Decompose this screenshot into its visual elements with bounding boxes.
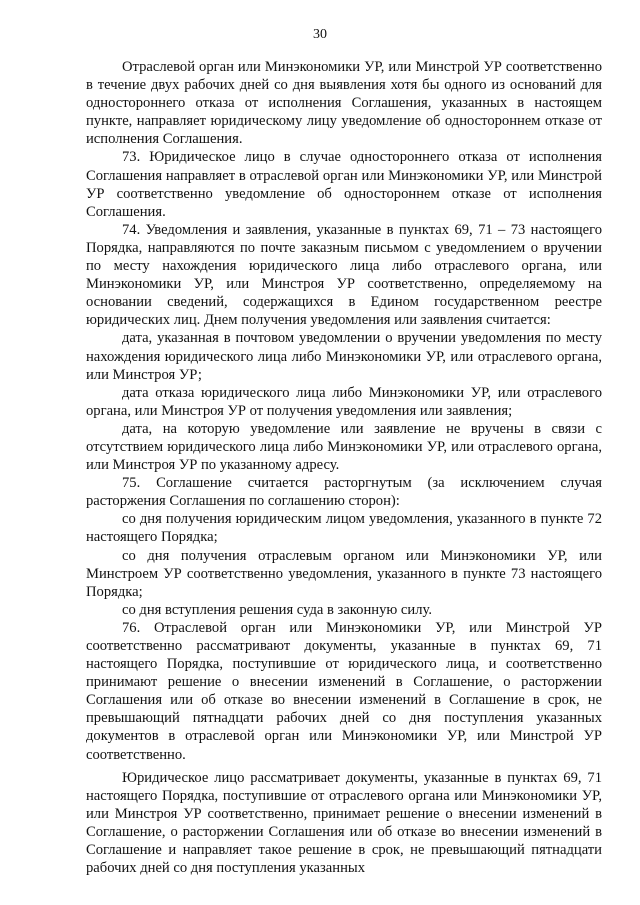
paragraph-75-item-legal-entity: со дня получения юридическим лицом уведомления, указанного в пункте 72 настоящего Порядка; xyxy=(86,511,602,546)
paragraph-76: 76. Отраслевой орган или Минэкономики УР, или Минстрой УР соответственно рассматривают документы, указанные в пунктах 69, 71 настоящего Порядка, поступившие от юридического лица, и соответственно принимают решение о внесении изменений в Соглашение, о расторжении Соглашения или об отказе во внесении изменений в Соглашение в срок, не превышающий пятнадцати рабочих дней со дня поступления указанных документов в отраслевой орган или Минэкономики УР, или Минстрой УР соответственно. xyxy=(86,619,602,763)
paragraph-73: 73. Юридическое лицо в случае одностороннего отказа от исполнения Соглашения направляет в отраслевой орган или Минэкономики УР, или Минстрой УР соответственно уведомление об одностороннем отказе от исполнения Соглашения. xyxy=(86,149,602,220)
paragraph-74-item-delivery-date: дата, указанная в почтовом уведомлении о вручении уведомления по месту нахождения юридического лица либо Минэкономики УР, или отраслевого органа, или Минстроя УР; xyxy=(86,330,602,383)
paragraph-76-legal-entity: Юридическое лицо рассматривает документы, указанные в пунктах 69, 71 настоящего Порядка, поступившие от отраслевого органа или Минэкономики УР, или Минстроя УР соответственно, принимает решение о внесении изменений в Соглашение, о расторжении Соглашения или об отказе во внесении изменений в Соглашение и направляет такое решение в срок, не превышающий пятнадцати рабочих дней со дня поступления указанных xyxy=(86,769,602,877)
paragraph-75-item-court: со дня вступления решения суда в законную силу. xyxy=(122,601,432,618)
paragraph-75-item-authority: со дня получения отраслевым органом или Минэкономики УР, или Минстроем УР соответственно уведомления, указанного в пункте 73 настоящего Порядка; xyxy=(86,547,602,600)
paragraph-74-item-refusal-date: дата отказа юридического лица либо Минэкономики УР, или отраслевого органа, или Минстроя УР от получения уведомления или заявления; xyxy=(86,384,602,419)
document-body xyxy=(86,58,602,877)
paragraph-75: 75. Соглашение считается расторгнутым (за исключением случая расторжения Соглашения по соглашению сторон): xyxy=(86,475,602,510)
paragraph-72-continuation: Отраслевой орган или Минэкономики УР, или Минстрой УР соответственно в течение двух рабочих дней со дня выявления хотя бы одного из оснований для одностороннего отказа от исполнения Соглашения, указанных в настоящем пункте, направляет юридическому лицу уведомление об одностороннем отказе от исполнения Соглашения. xyxy=(86,59,602,148)
paragraph-74: 74. Уведомления и заявления, указанные в пунктах 69, 71 – 73 настоящего Порядка, направляются по почте заказным письмом с уведомлением о вручении по месту нахождения юридического лица либо отраслевого органа, или Минэкономики УР, или Минстроя УР соответственно, определяемому на основании сведений, содержащихся в Едином государственном реестре юридических лиц. Днем получения уведомления или заявления считается: xyxy=(86,221,602,329)
page-number: 30 xyxy=(313,27,327,42)
paragraph-74-item-absence-date: дата, на которую уведомление или заявление не вручены в связи с отсутствием юридического лица либо Минэкономики УР, или отраслевого органа, или Минстроя УР по указанному адресу. xyxy=(86,420,602,474)
